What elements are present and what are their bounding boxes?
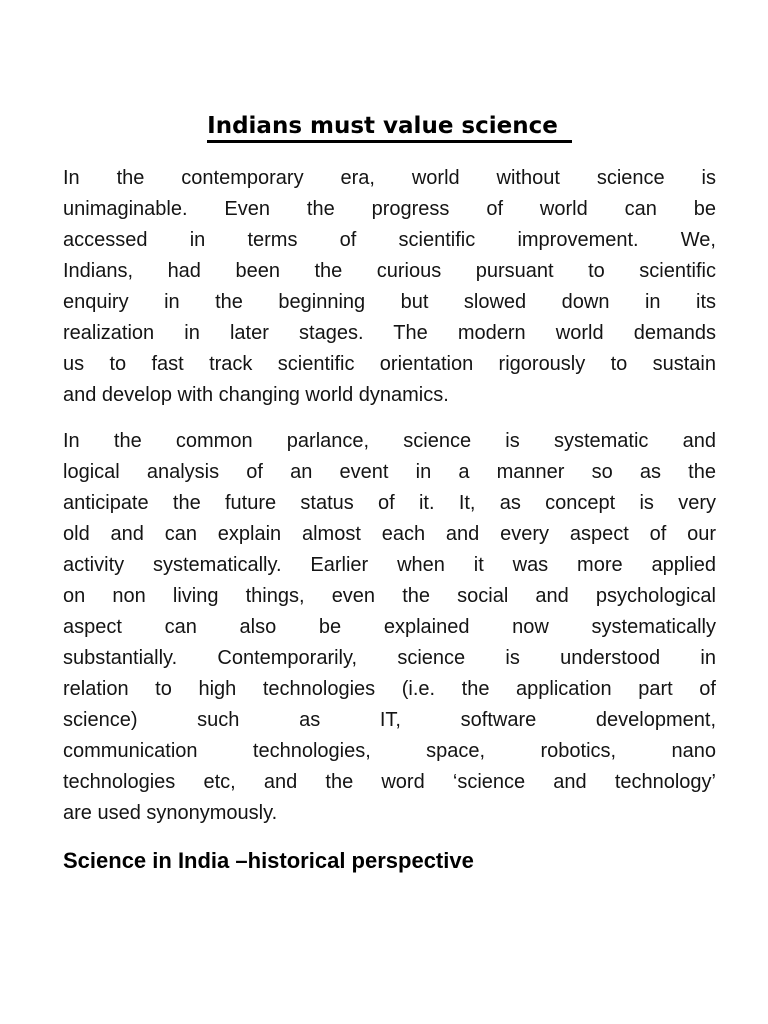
text-line: aspect can also be explained now systematically (63, 615, 716, 638)
text-line: unimaginable. Even the progress of world can be (63, 197, 716, 220)
text-line: enquiry in the beginning but slowed down in its (63, 290, 716, 313)
text-line: anticipate the future status of it. It, as concept is very (63, 491, 716, 514)
text-line: communication technologies, space, robotics, nano (63, 739, 716, 762)
paragraph-2 (63, 426, 716, 829)
text-line: technologies etc, and the word ‘science and technology’ (63, 770, 716, 793)
text-line: logical analysis of an event in a manner so as the (63, 460, 716, 483)
section-heading: Science in India –historical perspective (63, 847, 474, 873)
text-line: realization in later stages. The modern world demands (63, 321, 716, 344)
text-line: are used synonymously. (63, 801, 278, 824)
paragraph-1 (63, 163, 716, 411)
page-content (0, 112, 768, 875)
text-line: activity systematically. Earlier when it was more applied (63, 553, 716, 576)
text-line: relation to high technologies (i.e. the application part of (63, 677, 716, 700)
text-line: substantially. Contemporarily, science is understood in (63, 646, 716, 669)
text-line: science) such as IT, software development, (63, 708, 716, 731)
document-title (63, 112, 716, 141)
text-line: on non living things, even the social and psychological (63, 584, 716, 607)
text-line: In the common parlance, science is systematic and (63, 429, 716, 452)
text-line: Indians, had been the curious pursuant to scientific (63, 259, 716, 282)
text-line: and develop with changing world dynamics. (63, 383, 449, 406)
text-line: In the contemporary era, world without science is (63, 166, 716, 189)
text-line: us to fast track scientific orientation rigorously to sustain (63, 352, 716, 375)
text-line: old and can explain almost each and every aspect of our (63, 522, 716, 545)
text-line: accessed in terms of scientific improvement. We, (63, 228, 716, 251)
document-title-text: Indians must value science (207, 113, 572, 143)
